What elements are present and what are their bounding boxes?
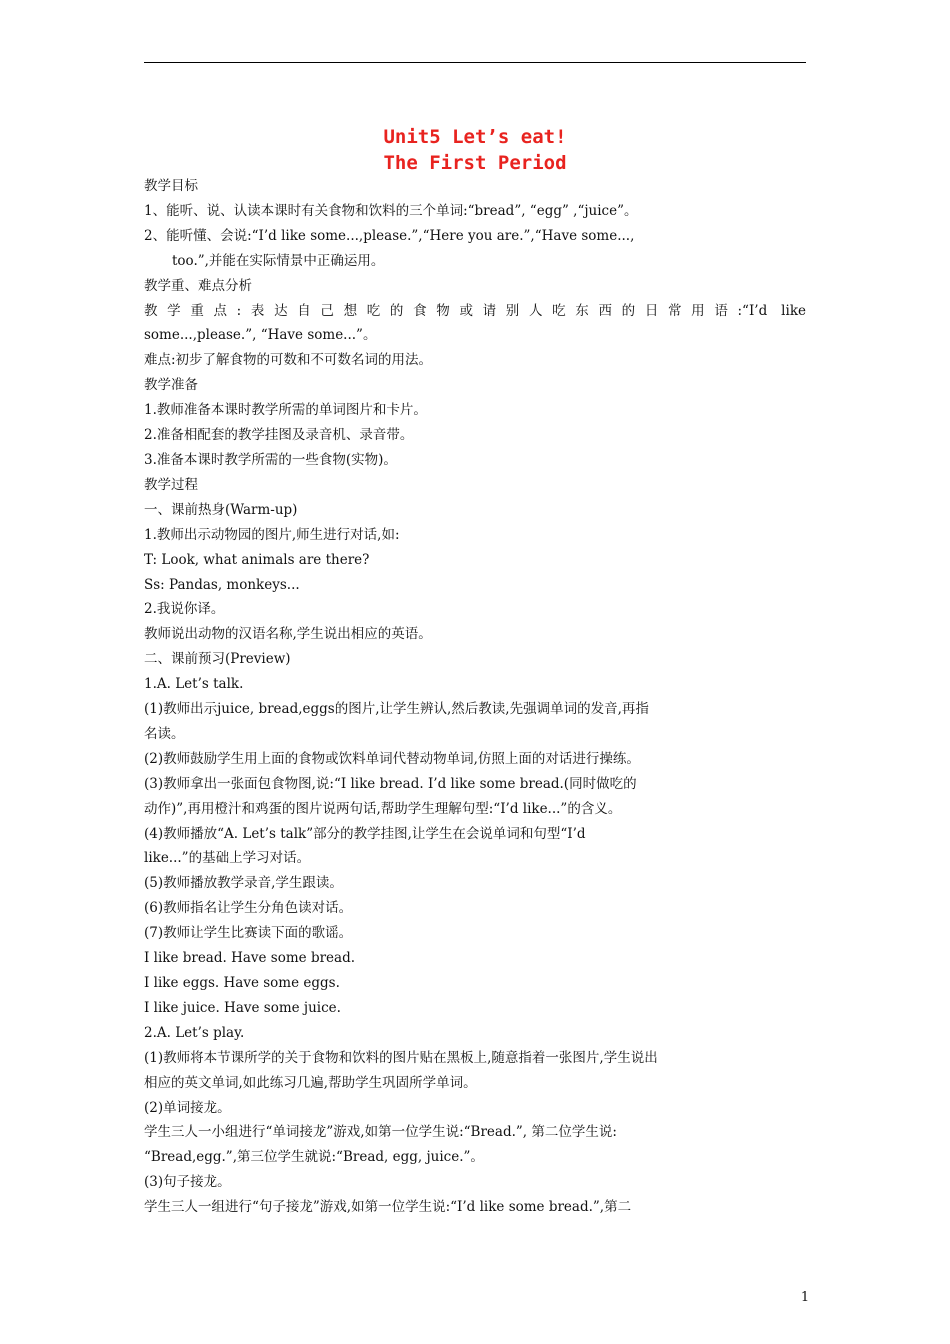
period-title: The First Period	[383, 152, 567, 174]
play-step-2: (2)单词接龙。	[144, 1099, 231, 1116]
warm-up-1: 1.教师出示动物园的图片,师生进行对话,如:	[144, 526, 400, 543]
talk-step-4: (4)教师播放“A. Let’s talk”部分的教学挂图,让学生在会说单词和句型“I’d	[144, 825, 586, 842]
objective-1: 1、能听、说、认读本课时有关食物和饮料的三个单词:“bread”, “egg” ,“juice”。	[144, 202, 638, 219]
chant-line-2: I like eggs. Have some eggs.	[144, 975, 340, 991]
preparation-3: 3.准备本课时教学所需的一些食物(实物)。	[144, 451, 397, 468]
talk-step-1-continued: 名读。	[144, 725, 185, 742]
play-step-3-detail: 学生三人一组进行“句子接龙”游戏,如第一位学生说:“I’d like some bread.”,第二	[144, 1199, 632, 1216]
preparation-2: 2.准备相配套的教学挂图及录音机、录音带。	[144, 427, 414, 444]
header-rule	[144, 62, 806, 63]
chant-line-3: I like juice. Have some juice.	[144, 999, 341, 1016]
title-block	[144, 124, 806, 176]
play-step-3: (3)句子接龙。	[144, 1174, 231, 1191]
lets-talk-heading: 1.A. Let’s talk.	[144, 676, 244, 693]
play-step-2-detail-continued: “Bread,egg.”,第三位学生就说:“Bread, egg, juice.”。	[144, 1149, 484, 1166]
objective-2: 2、能听懂、会说:“I’d like some...,please.”,“Here you are.”,“Have some...,	[144, 227, 635, 244]
heading-key-points: 教学重、难点分析	[144, 277, 252, 294]
key-point-continued: some...,please.”, “Have some...”。	[144, 327, 377, 344]
lesson-content	[144, 174, 806, 1220]
warm-up-2: 2.我说你译。	[144, 601, 225, 618]
section-preview: 二、课前预习(Preview)	[144, 651, 291, 668]
play-step-1-continued: 相应的英文单词,如此练习几遍,帮助学生巩固所学单词。	[144, 1074, 477, 1091]
talk-step-2: (2)教师鼓励学生用上面的食物或饮料单词代替动物单词,仿照上面的对话进行操练。	[144, 750, 640, 767]
unit-title: Unit5 Let’s eat!	[383, 126, 567, 148]
difficult-point: 难点:初步了解食物的可数和不可数名词的用法。	[144, 352, 433, 369]
heading-objectives: 教学目标	[144, 178, 198, 194]
heading-preparation: 教学准备	[144, 377, 198, 394]
heading-process: 教学过程	[144, 476, 198, 493]
section-warm-up: 一、课前热身(Warm-up)	[144, 501, 298, 518]
warm-up-2-detail: 教师说出动物的汉语名称,学生说出相应的英语。	[144, 626, 432, 643]
talk-step-4-continued: like...”的基础上学习对话。	[144, 850, 311, 867]
talk-step-6: (6)教师指名让学生分角色读对话。	[144, 900, 353, 917]
dialogue-teacher: T: Look, what animals are there?	[144, 551, 370, 568]
talk-step-3: (3)教师拿出一张面包食物图,说:“I like bread. I’d like some bread.(同时做吃的	[144, 775, 637, 792]
talk-step-5: (5)教师播放教学录音,学生跟读。	[144, 875, 343, 892]
objective-2-continued: too.”,并能在实际情景中正确运用。	[172, 252, 385, 269]
play-step-1: (1)教师将本节课所学的关于食物和饮料的图片贴在黑板上,随意指着一张图片,学生说出	[144, 1049, 658, 1066]
preparation-1: 1.教师准备本课时教学所需的单词图片和卡片。	[144, 402, 427, 419]
lets-play-heading: 2.A. Let’s play.	[144, 1024, 245, 1041]
talk-step-7: (7)教师让学生比赛读下面的歌谣。	[144, 925, 353, 942]
play-step-2-detail: 学生三人一小组进行“单词接龙”游戏,如第一位学生说:“Bread.”, 第二位学生说:	[144, 1124, 617, 1141]
page-number: 1	[800, 1290, 810, 1305]
key-point: 教学重点:表达自己想吃的食物或请别人吃东西的日常用语:“I’d like	[144, 302, 806, 319]
dialogue-students: Ss: Pandas, monkeys...	[144, 576, 300, 593]
talk-step-1: (1)教师出示juice, bread,eggs的图片,让学生辨认,然后教读,先强调单词的发音,再指	[144, 701, 649, 718]
chant-line-1: I like bread. Have some bread.	[144, 950, 356, 967]
talk-step-3-continued: 动作)”,再用橙汁和鸡蛋的图片说两句话,帮助学生理解句型:“I’d like...”的含义。	[144, 800, 622, 817]
